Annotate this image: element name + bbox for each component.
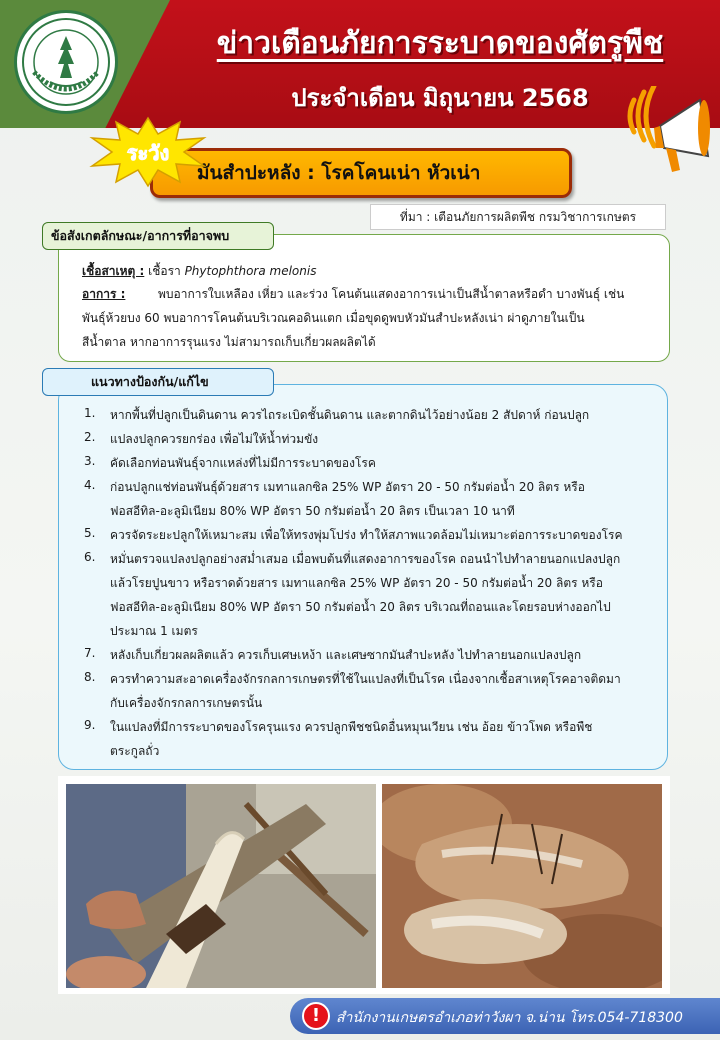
page-subtitle: ประจำเดือน มิถุนายน 2568: [291, 84, 589, 112]
list-item-continuation: ตระกูลถั่ว: [110, 744, 160, 758]
list-item-number: 5.: [84, 526, 96, 540]
list-item: ในแปลงที่มีการระบาดของโรครุนแรง ควรปลูกพืชชนิดอื่นหมุนเวียน เช่น อ้อย ข้าวโพด หรือพืช: [110, 720, 593, 734]
list-item-number: 2.: [84, 430, 96, 444]
cause-text: เชื้อรา: [144, 264, 185, 278]
cassava-root-rot-photo-right: [382, 784, 662, 988]
list-item: หมั่นตรวจแปลงปลูกอย่างสม่ำเสมอ เมื่อพบต้นที่แสดงอาการของโรค ถอนนำไปทำลายนอกแปลงปลูก: [110, 552, 621, 566]
list-item: ควรทำความสะอาดเครื่องจักรกลการเกษตรที่ใช้ในแปลงที่เป็นโรค เนื่องจากเชื้อสาเหตุโรคอาจติดมา: [110, 672, 621, 686]
cassava-root-rot-photo-left: [66, 784, 376, 988]
list-item-number: 9.: [84, 718, 96, 732]
list-item-number: 8.: [84, 670, 96, 684]
list-item: ก่อนปลูกแช่ท่อนพันธุ์ด้วยสาร เมทาแลกซิล 25% WP อัตรา 20 - 50 กรัมต่อน้ำ 20 ลิตร หรือ: [110, 480, 585, 494]
prevention-section-label: แนวทางป้องกัน/แก้ไข: [42, 368, 274, 396]
list-item-number: 7.: [84, 646, 96, 660]
cause-line: [82, 262, 316, 281]
page-title: ข่าวเตือนภัยการระบาดของศัตรูพืช: [216, 26, 664, 61]
list-item-continuation: ประมาณ 1 เมตร: [110, 624, 198, 638]
list-item-continuation: กับเครื่องจักรกลการเกษตรนั้น: [110, 696, 263, 710]
topic-banner: [150, 148, 572, 198]
symptom-label: อาการ :: [82, 287, 126, 301]
megaphone-icon: [620, 86, 712, 186]
symptom-line: สีน้ำตาล หากอาการรุนแรง ไม่สามารถเก็บเกี่ยวผลผลิตได้: [82, 335, 376, 349]
list-item-continuation: ฟอสอีทิล-อะลูมิเนียม 80% WP อัตรา 50 กรัมต่อน้ำ 20 ลิตร บริเวณที่ถอนและโดยรอบห่างออกไป: [110, 600, 611, 614]
list-item: หลังเก็บเกี่ยวผลผลิตแล้ว ควรเก็บเศษเหง้า และเศษซากมันสำปะหลัง ไปทำลายนอกแปลงปลูก: [110, 648, 582, 662]
list-item: หากพื้นที่ปลูกเป็นดินดาน ควรไถระเบิดชั้นดินดาน และตากดินไว้อย่างน้อย 2 สัปดาห์ ก่อนปลูก: [110, 408, 590, 422]
symptom-line: [82, 285, 624, 304]
list-item: แปลงปลูกควรยกร่อง เพื่อไม่ให้น้ำท่วมขัง: [110, 432, 319, 446]
list-item: ควรจัดระยะปลูกให้เหมาะสม เพื่อให้ทรงพุ่มโปร่ง ทำให้สภาพแวดล้อมไม่เหมาะต่อการระบาดของโรค: [110, 528, 623, 542]
symptom-section-label: ข้อสังเกตลักษณะ/อาการที่อาจพบ: [42, 222, 274, 250]
cause-label: เชื้อสาเหตุ :: [82, 264, 145, 278]
footer-contact: สำนักงานเกษตรอำเภอท่าวังผา จ.น่าน โทร.054-718300: [336, 1010, 683, 1026]
list-item-number: 1.: [84, 406, 96, 420]
caution-burst-icon: [88, 116, 208, 188]
symptom-text: พบอาการใบเหลือง เหี่ยว และร่วง โคนต้นแสดงอาการเน่าเป็นสีน้ำตาลหรือดำ บางพันธุ์ เช่น: [158, 287, 625, 301]
list-item: คัดเลือกท่อนพันธุ์จากแหล่งที่ไม่มีการระบาดของโรค: [110, 456, 376, 470]
list-item-number: 4.: [84, 478, 96, 492]
list-item-continuation: แล้วโรยปูนขาว หรือราดด้วยสาร เมทาแลกซิล 25% WP อัตรา 20 - 50 กรัมต่อน้ำ 20 ลิตร หรือ: [110, 576, 603, 590]
topic-text: มันสำปะหลัง : โรคโคนเน่า หัวเน่า: [197, 162, 481, 184]
list-item-number: 6.: [84, 550, 96, 564]
cause-scientific-name: Phytophthora melonis: [184, 264, 317, 278]
symptom-line: พันธุ์ห้วยบง 60 พบอาการโคนต้นบริเวณคอดินแตก เมื่อขุดดูพบหัวมันสำปะหลังเน่า ผ่าดูภายในเป็น: [82, 311, 585, 325]
agriculture-department-seal-icon: [14, 10, 118, 114]
caution-burst-text: ระวัง: [126, 141, 170, 165]
list-item-number: 3.: [84, 454, 96, 468]
source-note: ที่มา : เตือนภัยการผลิตพืช กรมวิชาการเกษตร: [370, 204, 666, 230]
exclamation-alert-icon: !: [302, 1002, 330, 1030]
list-item-continuation: ฟอสอีทิล-อะลูมิเนียม 80% WP อัตรา 50 กรัมต่อน้ำ 20 ลิตร เป็นเวลา 10 นาที: [110, 504, 515, 518]
